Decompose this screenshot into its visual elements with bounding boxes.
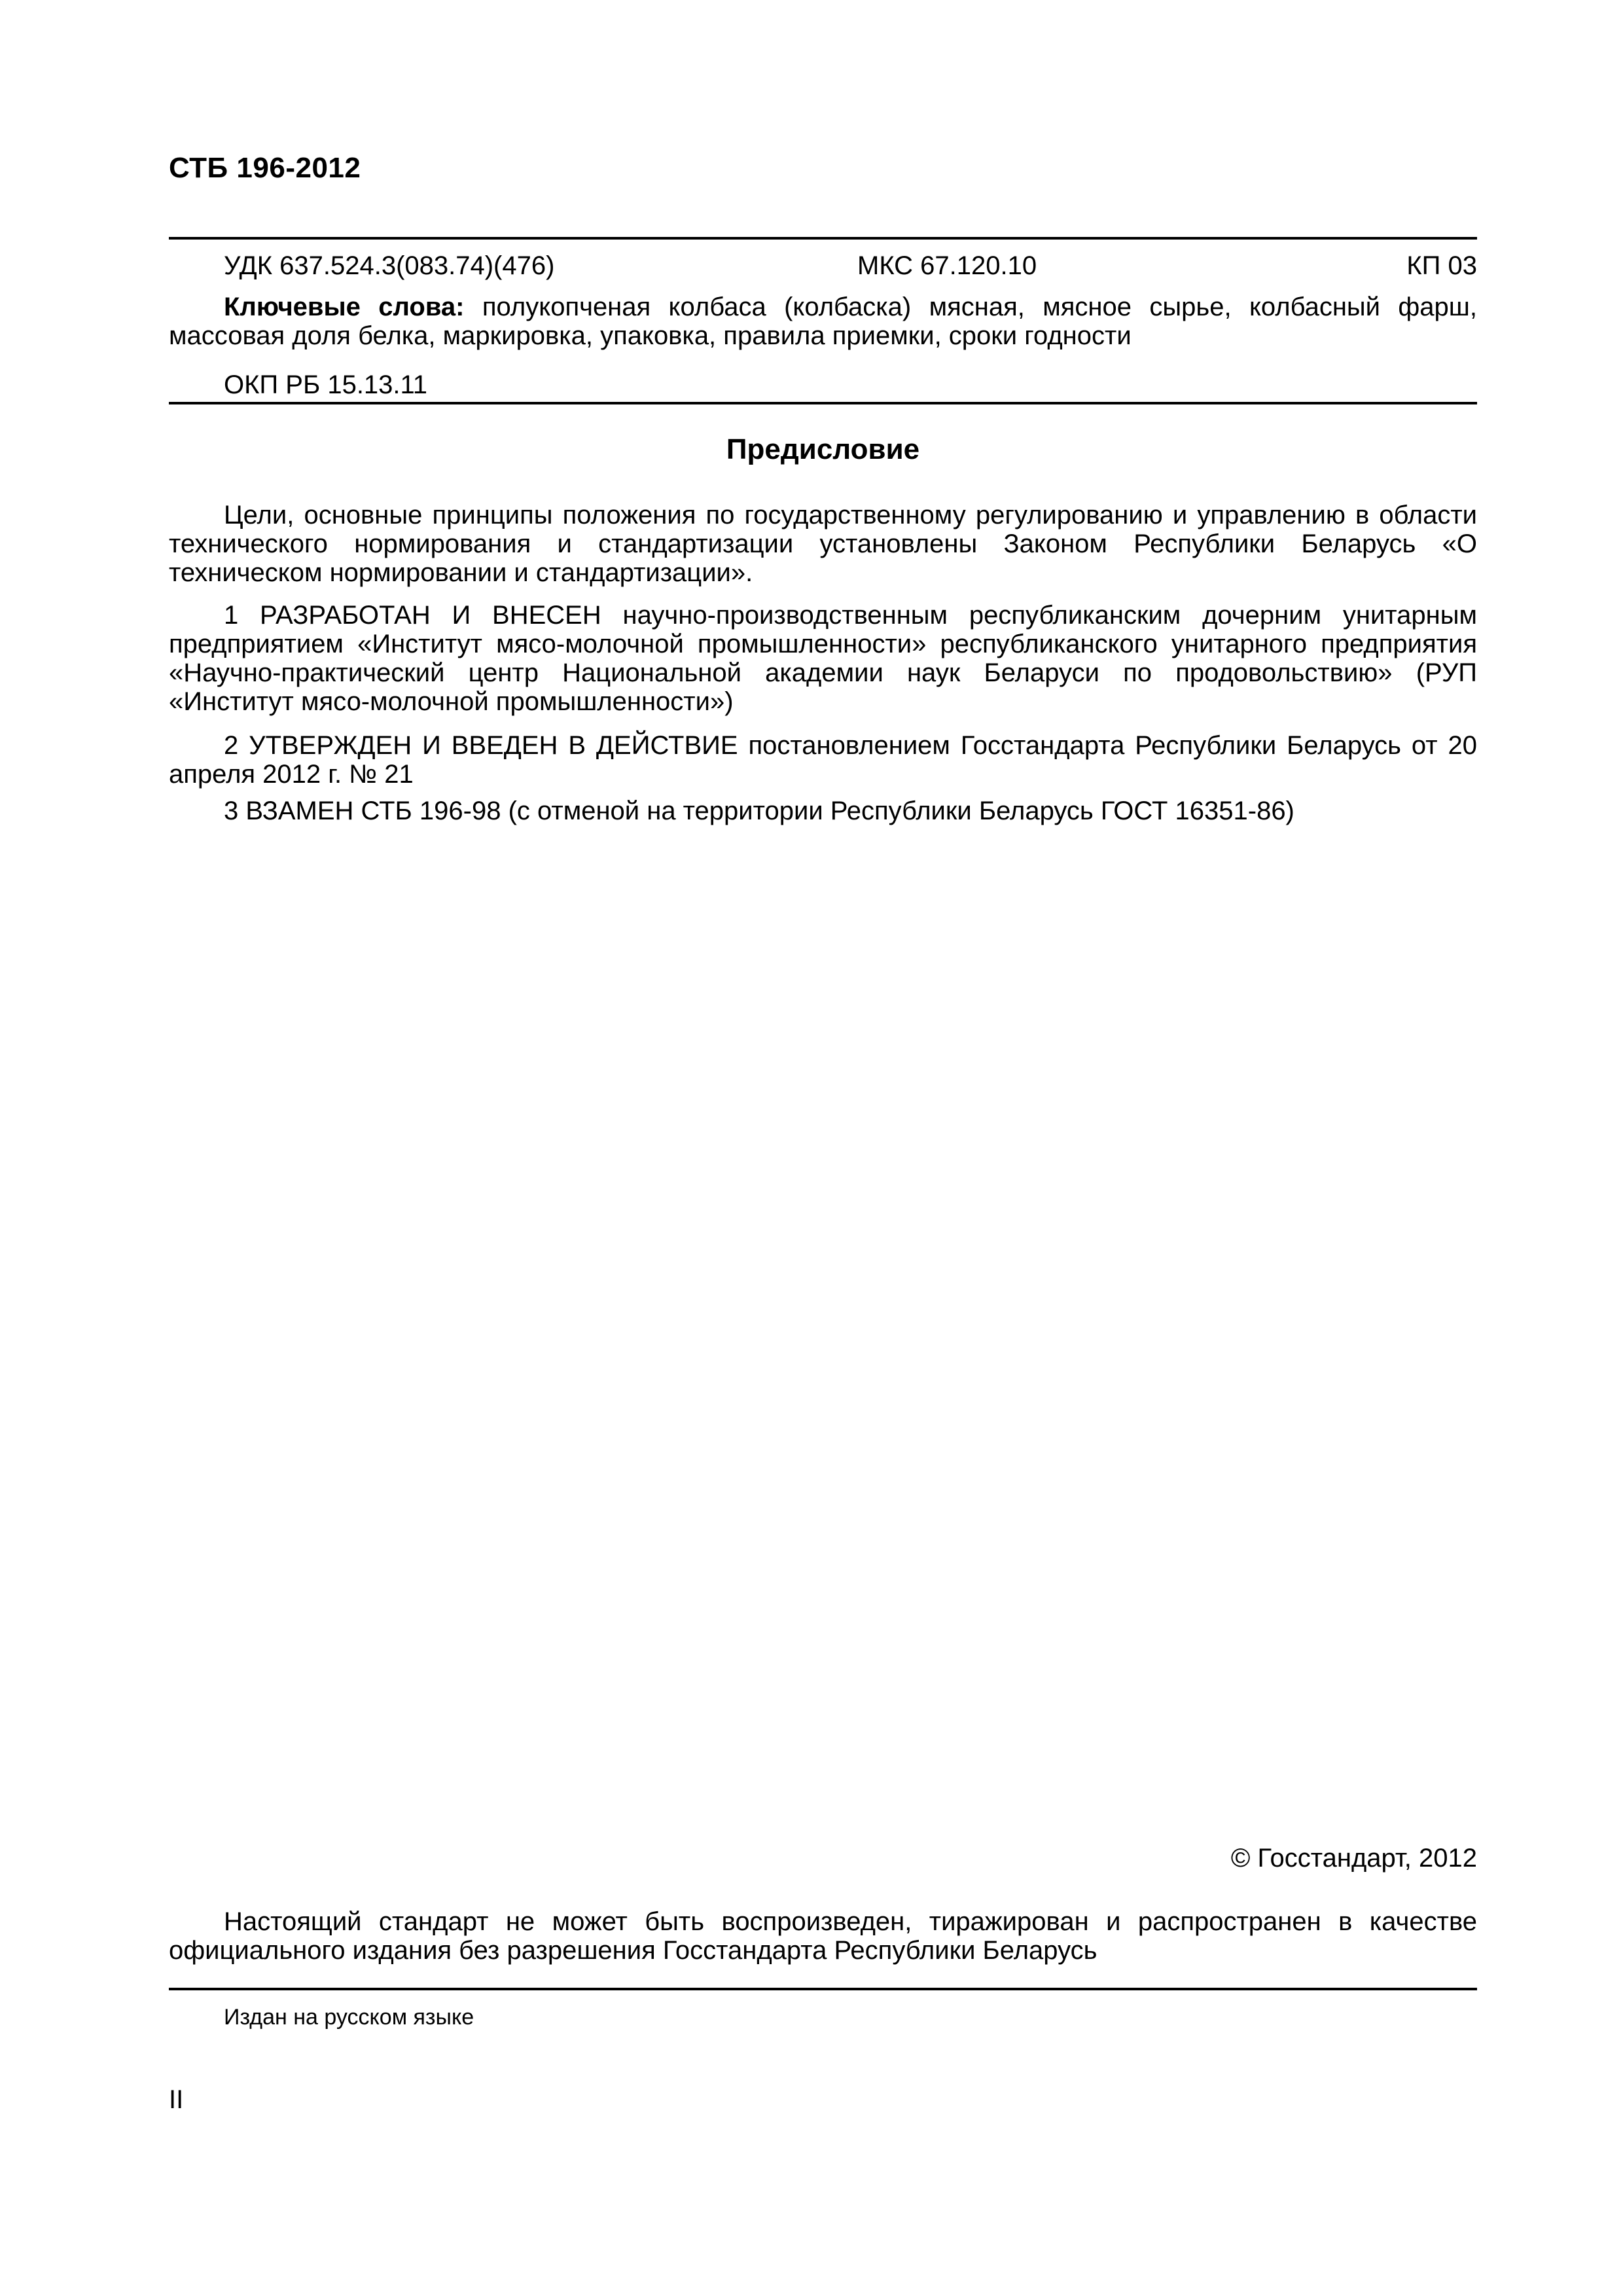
top-divider [169,237,1477,240]
kp-code: КП 03 [1406,251,1477,280]
preface-paragraph: Цели, основные принципы положения по государственному регулированию и управлению в области технического нормирования и стандартизации установлены Законом Республики Беларусь «О техническом нормировании и стандартизации». [169,501,1477,587]
mks-code: МКС 67.120.10 [857,251,1037,280]
preface-paragraph: 2 УТВЕРЖДЕН И ВВЕДЕН В ДЕЙСТВИЕ постановлением Госстандарта Республики Беларусь от 20 апреля 2012 г. № 21 [169,731,1477,789]
document-code: СТБ 196-2012 [169,152,361,184]
keywords-text: полукопченая колбаса (колбаска) мясная, мясное сырье, колбасный фарш, массовая доля белка, маркировка, упаковка, правила приемки, сроки годности [169,293,1477,350]
classification-divider [169,402,1477,404]
keywords-label: Ключевые слова: [224,293,465,321]
footer-divider [169,1988,1477,1990]
preface-paragraph: 1 РАЗРАБОТАН И ВНЕСЕН научно-производственным республиканским дочерним унитарным предприятием «Институт мясо-молочной промышленности» республиканского унитарного предприятия «Научно-практический центр Национальной академии наук Беларуси по продовольствию» (РУП «Институт мясо-молочной промышленности») [169,601,1477,716]
page-number: II [169,2085,184,2114]
okp-code: ОКП РБ 15.13.11 [224,370,428,399]
copyright: © Госстандарт, 2012 [1230,1844,1477,1873]
udk-code: УДК 637.524.3(083.74)(476) [224,251,555,280]
reproduction-notice: Настоящий стандарт не может быть воспроизведен, тиражирован и распространен в качестве официального издания без разрешения Госстандарта Республики Беларусь [169,1907,1477,1965]
preface-paragraph: 3 ВЗАМЕН СТБ 196-98 (с отменой на территории Республики Беларусь ГОСТ 16351-86) [224,797,1294,825]
preface-title: Предисловие [726,433,920,465]
keywords-paragraph [169,293,1477,350]
language-note: Издан на русском языке [224,2005,474,2030]
